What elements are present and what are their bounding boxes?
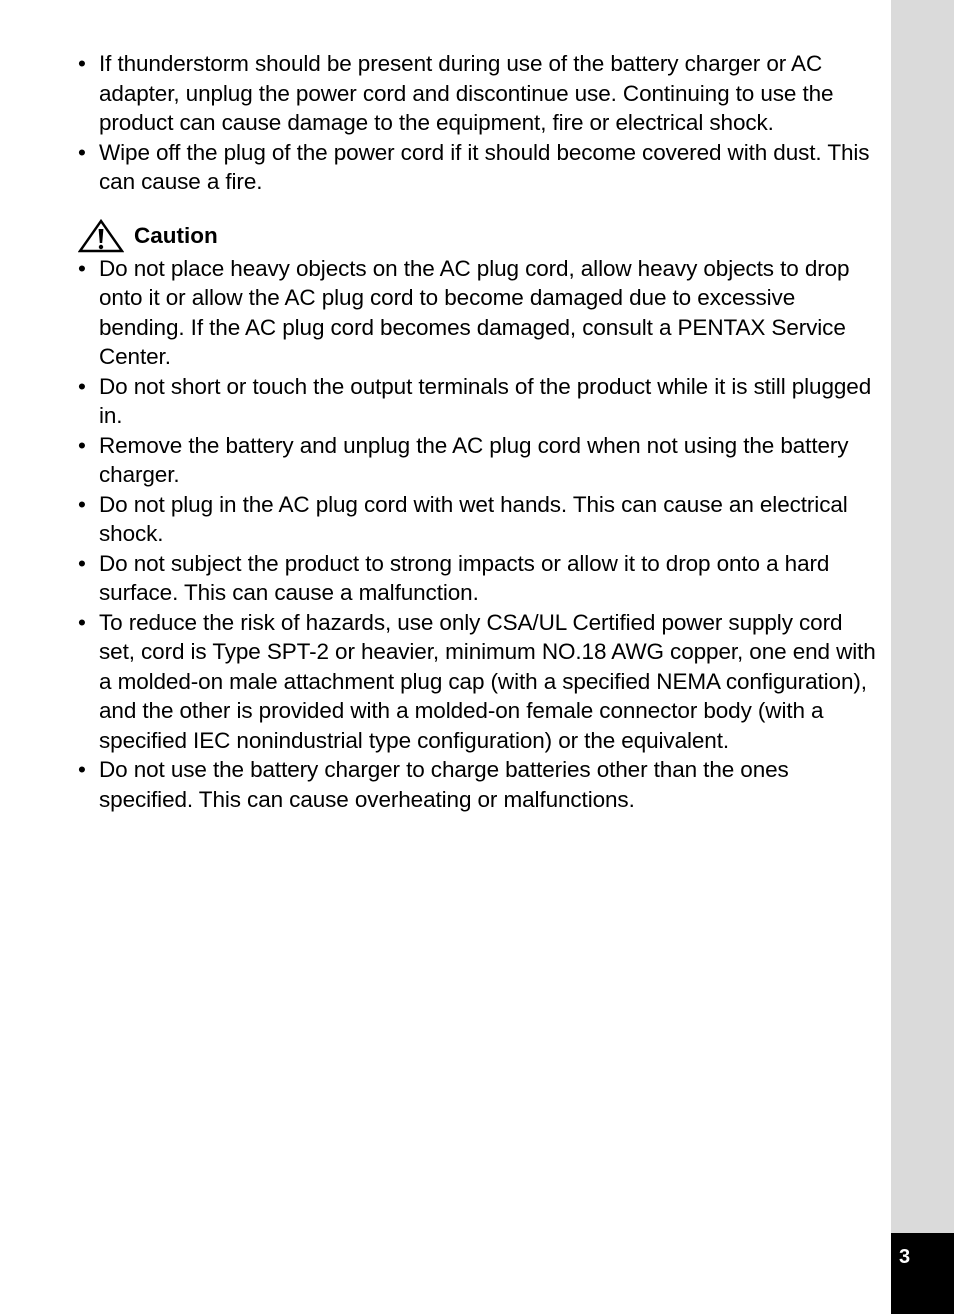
page-number: 3: [899, 1246, 911, 1268]
list-item-text: Do not short or touch the output terminals of the product while it is still plugged in.: [99, 373, 872, 428]
list-item: [78, 490, 878, 549]
bullet: •: [78, 373, 86, 399]
bullet: •: [78, 432, 86, 458]
bullet: •: [78, 51, 86, 76]
list-item: [78, 49, 878, 138]
list-item-text: If thunderstorm should be present during use of the battery charger or AC adapter, unplug the power cord and discontinue use. Continuing to use the product can cause damage to the equipment, fire or electrical shock.: [99, 51, 834, 135]
list-item: [78, 372, 878, 431]
bullet: •: [78, 139, 86, 165]
bullet: •: [78, 491, 86, 517]
list-item: [78, 608, 878, 756]
list-item: [78, 254, 878, 372]
list-item: [78, 755, 878, 814]
caution-label: Caution: [134, 223, 218, 248]
warning-list: [78, 49, 878, 197]
list-item-text: Do not plug in the AC plug cord with wet hands. This can cause an electrical shock.: [99, 491, 848, 546]
list-item-text: Wipe off the plug of the power cord if it should become covered with dust. This can cause a fire.: [99, 139, 870, 194]
caution-heading: [78, 218, 878, 254]
caution-list: [78, 254, 878, 815]
bullet: •: [78, 757, 86, 782]
page-content: [78, 49, 878, 814]
bullet: •: [78, 550, 86, 576]
list-item-text: Do not subject the product to strong impacts or allow it to drop onto a hard surface. This can cause a malfunction.: [99, 550, 830, 605]
page-number-box: [891, 1233, 954, 1314]
list-item: [78, 138, 878, 197]
warning-triangle-icon: [78, 219, 124, 253]
list-item-text: To reduce the risk of hazards, use only CSA/UL Certified power supply cord set, cord is Type SPT-2 or heavier, minimum NO.18 AWG copper, one end with a molded-on male attachment plug cap (with a specified NEMA configuration), and the other is provided with a molded-on female connector body (with a specified IEC nonindustrial type configuration) or the equivalent.: [99, 609, 876, 753]
side-tab: [891, 0, 954, 1314]
list-item-text: Do not place heavy objects on the AC plug cord, allow heavy objects to drop onto it or allow the AC plug cord to become damaged due to excessive bending. If the AC plug cord becomes damaged, consult a PENTAX Service Center.: [99, 255, 850, 369]
list-item-text: Do not use the battery charger to charge batteries other than the ones specified. This can cause overheating or malfunctions.: [99, 757, 789, 812]
list-item-text: Remove the battery and unplug the AC plug cord when not using the battery charger.: [99, 432, 849, 487]
bullet: •: [78, 609, 86, 635]
bullet: •: [78, 255, 86, 281]
list-item: [78, 431, 878, 490]
list-item: [78, 549, 878, 608]
